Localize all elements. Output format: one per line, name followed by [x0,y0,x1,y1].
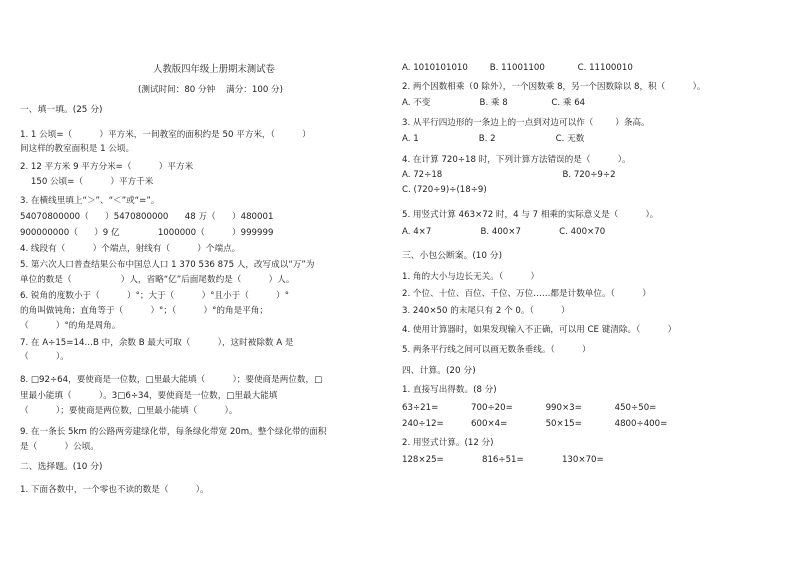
section-3-heading: 三、小包公断案。(10 分) [402,251,503,261]
choice-question-2-options: A. 不变 B. 乘 8 C. 乘 64 [402,98,586,108]
question-8-line-1: 8. □92÷64，要使商是一位数，□里最大能填（ ）；要使商是两位数，□ [20,375,323,385]
exam-meta: (测试时间：80 分钟 满分：100 分) [138,85,283,95]
section-1-heading: 一、填一填。(25 分) [20,105,103,115]
question-6-line-2: 的角叫做钝角；直角等于（ ）°；（ ）°的角是平角； [20,306,268,316]
question-2-line-2: 150 公顷=（ ）平方千米 [20,177,154,187]
question-4: 4. 线段有（ ）个端点，射线有（ ）个端点。 [20,244,241,254]
choice-question-4-options-2: C. (720÷9)÷(18÷9) [402,185,487,195]
choice-question-5: 5. 用竖式计算 463×72 时，4 与 7 相乘的实际意义是（ ）。 [402,210,659,220]
question-7-line-2: （ ）。 [20,352,69,362]
question-3-row-1: 54070800000（ ）5470800000 48 万（ ）480001 [20,212,274,222]
judge-question-3: 3. 240×50 的末尾只有 2 个 0。（ ） [402,306,570,316]
calc-question-2: 2. 用竖式计算。(12 分) [402,438,494,448]
choice-question-3: 3. 从平行四边形的一条边上的一点到对边可以作（ ）条高。 [402,118,650,128]
question-5-line-1: 5. 第六次人口普查结果公布中国总人口 1 370 536 875 人，改写成以“万”为 [20,260,315,270]
question-5-line-2: 单位的数是（ ）人，省略“亿”后面尾数约是（ ）人。 [20,275,295,285]
calc-row-1: 63÷21= 700÷20= 990×3= 450÷50= [402,403,657,413]
judge-question-1: 1. 角的大小与边长无关。（ ） [402,272,540,282]
judge-question-4: 4. 使用计算器时，如果发现输入不正确，可以用 CE 键清除。（ ） [402,325,677,335]
question-2-line-1: 2. 12 平方米 9 平方分米=（ ）平方米 [20,162,194,172]
calc-row-2: 240÷12= 600×4= 50×15= 4800÷400= [402,419,668,429]
question-3-row-2: 900000000（ ）9 亿 1000000（ ）999999 [20,228,274,238]
question-6-line-1: 6. 锐角的度数小于（ ）°；大于（ ）°且小于（ ）° [20,291,290,301]
choice-question-1: 1. 下面各数中，一个零也不读的数是（ ）。 [20,485,209,495]
judge-question-2: 2. 个位、十位、百位、千位、万位……都是计数单位。（ ） [402,289,651,299]
question-8-line-3: （ ）；要使商是两位数，□里最小能填（ ）。 [20,406,238,416]
page-title: 人教版四年级上册期末测试卷 [153,64,275,75]
choice-question-1-options: A. 1010101010 B. 11001100 C. 11100010 [402,63,633,73]
calc-question-1: 1. 直接写出得数。(8 分) [402,385,497,395]
section-4-heading: 四、计算。(20 分) [402,366,476,376]
calc-row-3: 128×25= 816÷51= 130×70= [402,455,604,465]
question-3: 3. 在横线里填上“＞”、“＜”或“=”。 [20,196,160,206]
question-6-line-3: （ ）°的角是周角。 [20,321,121,331]
choice-question-5-options: A. 4×7 B. 400×7 C. 400×70 [402,227,606,237]
question-1-line-2: 间这样的教室面积是 1 公顷。 [20,144,135,154]
question-8-line-2: 里最小能填（ ）。3□6÷34，要使商是一位数，□里最大能填 [20,391,278,401]
judge-question-5: 5. 两条平行线之间可以画无数条垂线。（ ） [402,345,591,355]
question-9-line-2: 是（ ）公顷。 [20,442,99,452]
question-9-line-1: 9. 在一条长 5km 的公路两旁建绿化带，每条绿化带宽 20m。整个绿化带的面积 [20,427,327,437]
choice-question-2: 2. 两个因数相乘（0 除外），一个因数乘 8，另一个因数除以 8，积（ ）。 [402,82,706,92]
section-2-heading: 二、选择题。(10 分) [20,462,103,472]
choice-question-4-options-1: A. 72÷18 B. 720÷9÷2 [402,170,616,180]
question-1-line-1: 1. 1 公顷=（ ）平方米，一间教室的面积约是 50 平方米，（ ） [20,130,311,140]
question-7-line-1: 7. 在 A÷15=14…B 中，余数 B 最大可取（ ），这时被除数 A 是 [20,338,294,348]
choice-question-3-options: A. 1 B. 2 C. 无数 [402,134,585,144]
choice-question-4: 4. 在计算 720÷18 时，下列计算方法错误的是（ ）。 [402,155,631,165]
